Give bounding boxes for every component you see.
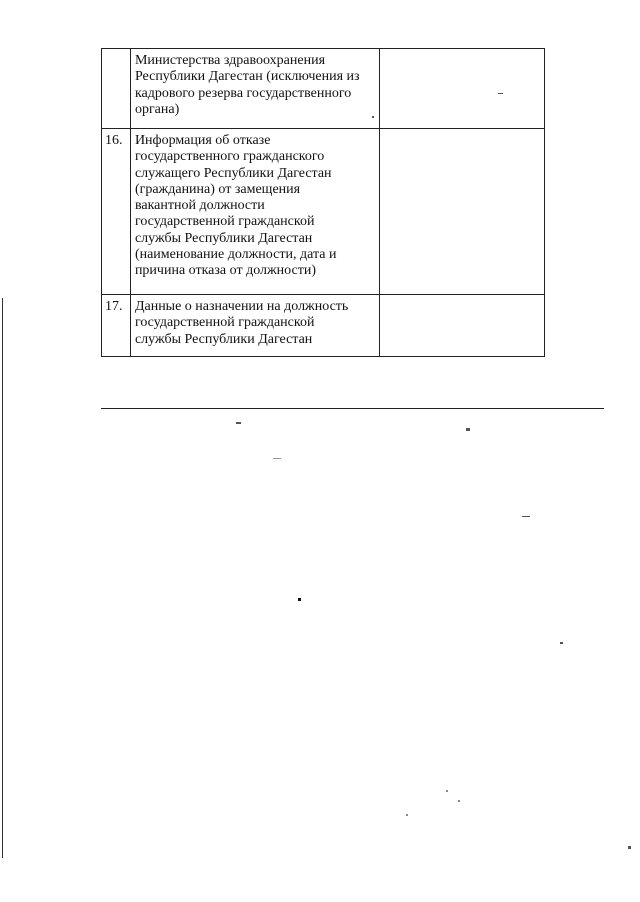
- scan-speck: [560, 642, 563, 644]
- scan-speck: [446, 790, 448, 792]
- label-line: Министерства здравоохранения: [134, 53, 326, 68]
- label-line: государственной гражданской: [134, 214, 315, 230]
- table-row: [102, 49, 545, 129]
- row-label-cell: [130, 295, 379, 357]
- label-line: Республики Дагестан (исключения из: [134, 69, 360, 85]
- label-line: Данные о назначении на должность: [134, 299, 349, 314]
- row-value-cell: [380, 49, 545, 129]
- document-table: [101, 48, 545, 357]
- label-line: органа): [134, 101, 180, 117]
- label-line: Информация об отказе: [134, 133, 271, 148]
- label-line: (гражданина) от замещения: [134, 181, 301, 197]
- label-line: вакантной должности: [134, 198, 265, 214]
- scan-edge-line: [2, 298, 3, 858]
- label-line: причина отказа от должности): [134, 263, 317, 279]
- scan-speck: [522, 516, 530, 517]
- row-number-cell: 17.: [102, 295, 131, 357]
- label-line: службы Республики Дагестан: [134, 230, 313, 246]
- row-number-cell: [102, 49, 131, 129]
- row-value-cell: [380, 129, 545, 295]
- label-line: государственной гражданской: [134, 315, 315, 331]
- label-line: государственного гражданского: [134, 149, 325, 165]
- scan-speck: [466, 428, 470, 431]
- label-line: службы Республики Дагестан: [134, 331, 313, 347]
- scan-speck: [628, 846, 631, 849]
- table-row: [102, 129, 545, 295]
- row-label-cell: [130, 49, 379, 129]
- scan-speck: [273, 458, 281, 459]
- table-row: [102, 295, 545, 357]
- scan-speck: [298, 598, 301, 601]
- row-number-cell: 16.: [102, 129, 131, 295]
- row-label-cell: [130, 129, 379, 295]
- scan-speck: [498, 93, 503, 94]
- label-line: кадрового резерва государственного: [134, 85, 352, 101]
- row-value-cell: [380, 295, 545, 357]
- scan-speck: [236, 422, 241, 424]
- scan-speck: [406, 814, 408, 816]
- label-line: (наименование должности, дата и: [134, 247, 337, 263]
- scan-speck: [372, 116, 374, 118]
- label-line: служащего Республики Дагестан: [134, 165, 332, 181]
- scan-speck: [458, 800, 460, 802]
- horizontal-rule: [101, 408, 604, 409]
